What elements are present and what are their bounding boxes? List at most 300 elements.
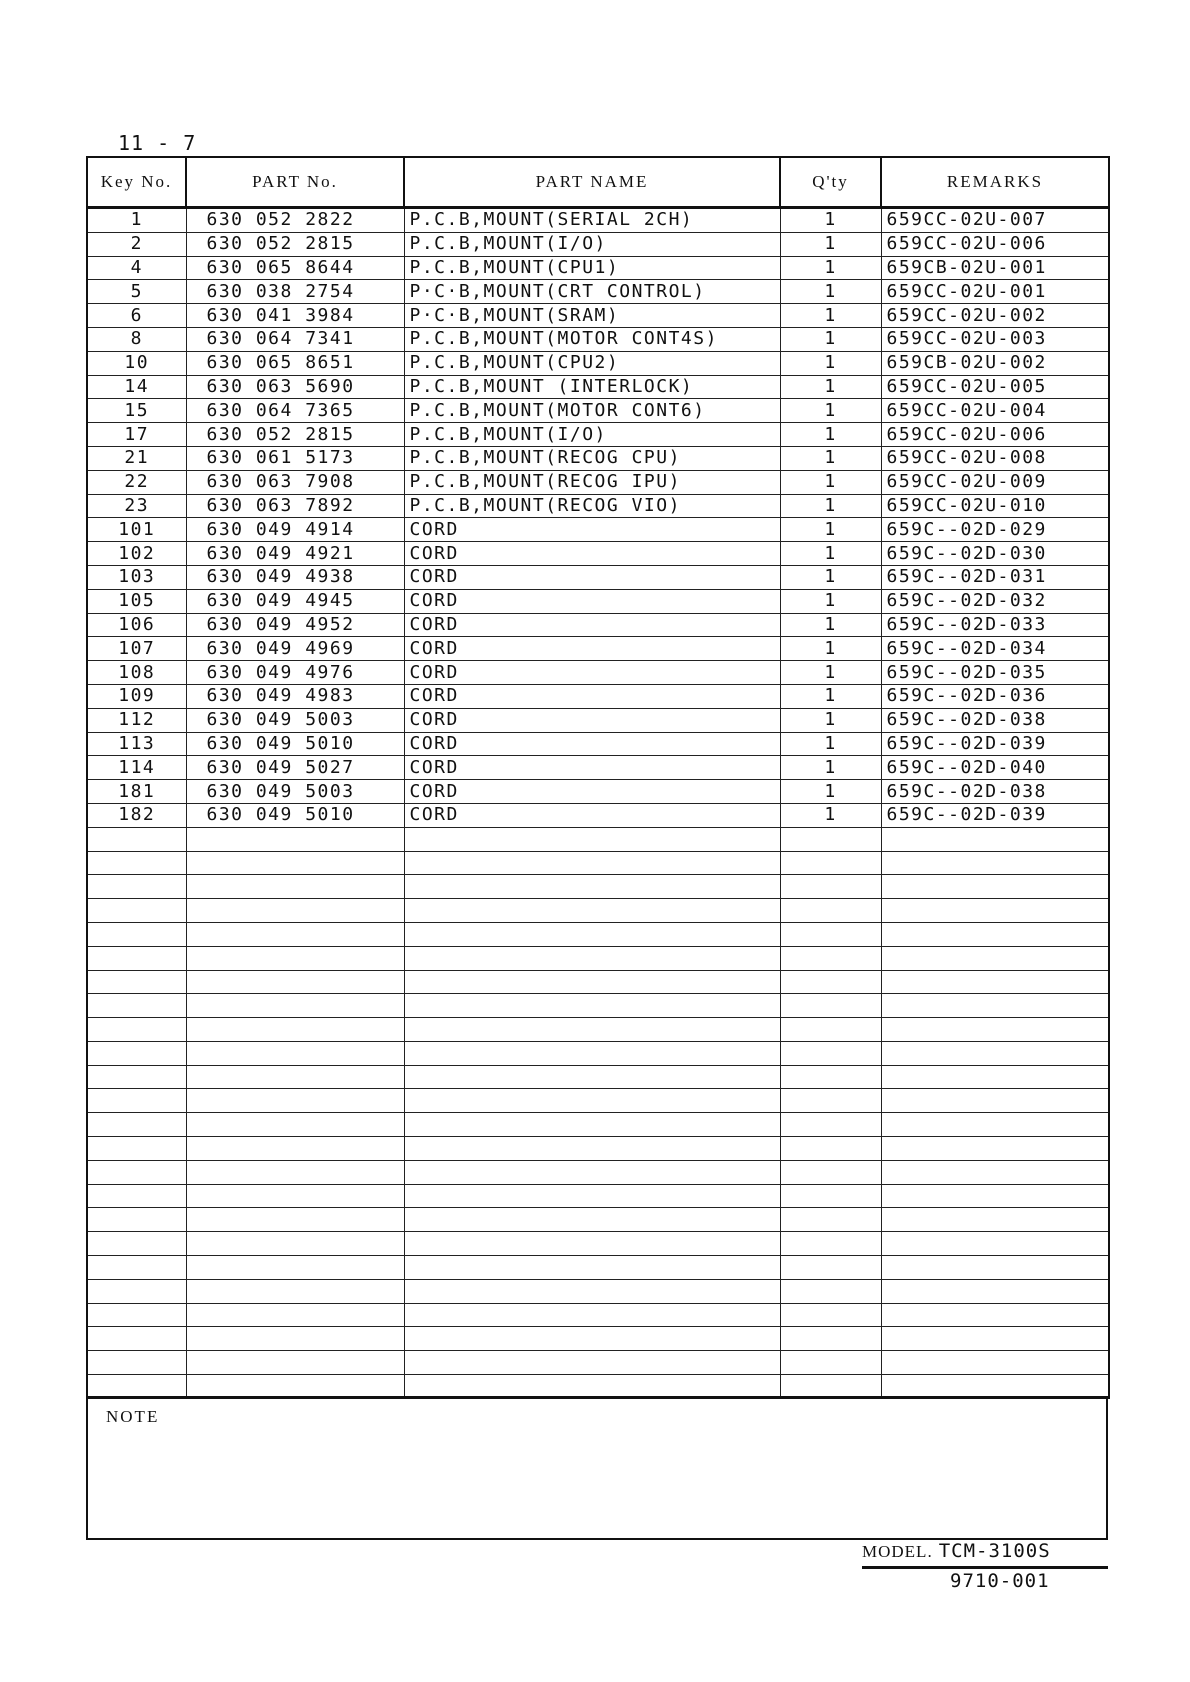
empty-cell — [186, 1208, 404, 1232]
cell-remarks: 659CC-02U-003 — [881, 327, 1109, 351]
table-row — [87, 589, 1109, 613]
empty-cell — [404, 1160, 780, 1184]
cell-key: 103 — [87, 565, 186, 589]
cell-key: 23 — [87, 494, 186, 518]
empty-cell — [87, 1065, 186, 1089]
empty-cell — [404, 899, 780, 923]
cell-part-no: 630 065 8644 — [186, 256, 404, 280]
cell-name: P·C·B,MOUNT(SRAM) — [404, 304, 780, 328]
cell-part-no: 630 064 7341 — [186, 327, 404, 351]
note-box — [86, 1396, 1108, 1540]
cell-name: P·C·B,MOUNT(CRT CONTROL) — [404, 280, 780, 304]
cell-qty: 1 — [780, 446, 881, 470]
header-part-name: PART NAME — [404, 157, 780, 208]
empty-cell — [780, 994, 881, 1018]
cell-remarks: 659CC-02U-007 — [881, 208, 1109, 233]
cell-remarks: 659C--02D-038 — [881, 780, 1109, 804]
cell-qty: 1 — [780, 399, 881, 423]
cell-key: 181 — [87, 780, 186, 804]
empty-cell — [780, 827, 881, 851]
empty-cell — [780, 922, 881, 946]
empty-cell — [186, 1113, 404, 1137]
table-row — [87, 565, 1109, 589]
empty-cell — [780, 946, 881, 970]
empty-cell — [404, 1184, 780, 1208]
cell-remarks: 659C--02D-033 — [881, 613, 1109, 637]
empty-cell — [87, 1351, 186, 1375]
cell-name: P.C.B,MOUNT(RECOG IPU) — [404, 470, 780, 494]
cell-part-no: 630 049 5027 — [186, 756, 404, 780]
cell-qty: 1 — [780, 613, 881, 637]
empty-row — [87, 1089, 1109, 1113]
cell-part-no: 630 049 5010 — [186, 803, 404, 827]
cell-qty: 1 — [780, 470, 881, 494]
table-header-row — [87, 157, 1109, 208]
empty-cell — [186, 1065, 404, 1089]
empty-row — [87, 1351, 1109, 1375]
table-row — [87, 375, 1109, 399]
cell-part-no: 630 063 7908 — [186, 470, 404, 494]
empty-cell — [881, 851, 1109, 875]
empty-cell — [186, 994, 404, 1018]
cell-part-no: 630 049 4969 — [186, 637, 404, 661]
empty-cell — [87, 1232, 186, 1256]
empty-cell — [780, 1018, 881, 1042]
empty-row — [87, 1208, 1109, 1232]
cell-name: CORD — [404, 518, 780, 542]
empty-cell — [87, 899, 186, 923]
empty-cell — [780, 1375, 881, 1399]
empty-row — [87, 970, 1109, 994]
cell-remarks: 659C--02D-029 — [881, 518, 1109, 542]
empty-cell — [87, 994, 186, 1018]
cell-name: P.C.B,MOUNT(MOTOR CONT6) — [404, 399, 780, 423]
empty-row — [87, 1303, 1109, 1327]
cell-remarks: 659C--02D-038 — [881, 708, 1109, 732]
cell-name: P.C.B,MOUNT(I/O) — [404, 232, 780, 256]
cell-qty: 1 — [780, 351, 881, 375]
table-row — [87, 780, 1109, 804]
empty-cell — [404, 1113, 780, 1137]
empty-cell — [87, 1089, 186, 1113]
cell-name: P.C.B,MOUNT(RECOG CPU) — [404, 446, 780, 470]
cell-part-no: 630 049 4976 — [186, 661, 404, 685]
empty-cell — [404, 875, 780, 899]
empty-cell — [780, 1303, 881, 1327]
cell-key: 102 — [87, 542, 186, 566]
cell-remarks: 659CB-02U-002 — [881, 351, 1109, 375]
cell-key: 1 — [87, 208, 186, 233]
cell-qty: 1 — [780, 494, 881, 518]
empty-cell — [404, 1065, 780, 1089]
cell-remarks: 659C--02D-035 — [881, 661, 1109, 685]
cell-remarks: 659C--02D-032 — [881, 589, 1109, 613]
cell-part-no: 630 052 2815 — [186, 232, 404, 256]
empty-cell — [881, 970, 1109, 994]
cell-qty: 1 — [780, 708, 881, 732]
cell-name: P.C.B,MOUNT(I/O) — [404, 423, 780, 447]
empty-cell — [780, 1232, 881, 1256]
cell-remarks: 659C--02D-039 — [881, 803, 1109, 827]
cell-part-no: 630 049 4921 — [186, 542, 404, 566]
empty-cell — [87, 1184, 186, 1208]
empty-row — [87, 827, 1109, 851]
cell-remarks: 659CC-02U-010 — [881, 494, 1109, 518]
empty-cell — [404, 1351, 780, 1375]
cell-name: CORD — [404, 613, 780, 637]
note-label: NOTE — [106, 1407, 160, 1426]
empty-cell — [87, 1256, 186, 1280]
cell-key: 6 — [87, 304, 186, 328]
cell-key: 182 — [87, 803, 186, 827]
cell-part-no: 630 061 5173 — [186, 446, 404, 470]
cell-key: 108 — [87, 661, 186, 685]
cell-remarks: 659C--02D-036 — [881, 684, 1109, 708]
cell-remarks: 659C--02D-039 — [881, 732, 1109, 756]
cell-key: 107 — [87, 637, 186, 661]
table-body — [87, 208, 1109, 1399]
empty-cell — [780, 1208, 881, 1232]
cell-key: 2 — [87, 232, 186, 256]
table-row — [87, 494, 1109, 518]
cell-key: 114 — [87, 756, 186, 780]
table-row — [87, 327, 1109, 351]
cell-qty: 1 — [780, 208, 881, 233]
cell-remarks: 659CC-02U-005 — [881, 375, 1109, 399]
empty-row — [87, 1041, 1109, 1065]
model-label: MODEL. — [862, 1542, 933, 1561]
empty-cell — [780, 1184, 881, 1208]
table-row — [87, 423, 1109, 447]
cell-remarks: 659CC-02U-006 — [881, 232, 1109, 256]
table-row — [87, 208, 1109, 233]
empty-cell — [780, 1113, 881, 1137]
table-row — [87, 280, 1109, 304]
table-row — [87, 518, 1109, 542]
empty-cell — [881, 1303, 1109, 1327]
empty-cell — [881, 1065, 1109, 1089]
empty-cell — [404, 1232, 780, 1256]
cell-qty: 1 — [780, 803, 881, 827]
cell-name: P.C.B,MOUNT(RECOG VIO) — [404, 494, 780, 518]
empty-cell — [881, 1137, 1109, 1161]
cell-name: CORD — [404, 661, 780, 685]
empty-cell — [780, 1327, 881, 1351]
empty-row — [87, 851, 1109, 875]
empty-cell — [404, 1137, 780, 1161]
cell-key: 8 — [87, 327, 186, 351]
table-row — [87, 803, 1109, 827]
empty-cell — [87, 946, 186, 970]
empty-cell — [881, 1113, 1109, 1137]
cell-qty: 1 — [780, 732, 881, 756]
cell-part-no: 630 049 5003 — [186, 708, 404, 732]
empty-row — [87, 1375, 1109, 1399]
empty-cell — [881, 1256, 1109, 1280]
empty-cell — [186, 1303, 404, 1327]
cell-part-no: 630 049 4914 — [186, 518, 404, 542]
cell-part-no: 630 052 2815 — [186, 423, 404, 447]
model-line — [862, 1540, 1108, 1569]
table-row — [87, 399, 1109, 423]
cell-part-no: 630 049 4945 — [186, 589, 404, 613]
cell-name: CORD — [404, 756, 780, 780]
empty-cell — [404, 1018, 780, 1042]
cell-qty: 1 — [780, 565, 881, 589]
cell-key: 101 — [87, 518, 186, 542]
empty-cell — [404, 1208, 780, 1232]
cell-remarks: 659CC-02U-006 — [881, 423, 1109, 447]
cell-name: P.C.B,MOUNT(CPU2) — [404, 351, 780, 375]
cell-name: P.C.B,MOUNT(SERIAL 2CH) — [404, 208, 780, 233]
cell-remarks: 659CC-02U-008 — [881, 446, 1109, 470]
empty-cell — [881, 1232, 1109, 1256]
empty-cell — [87, 1018, 186, 1042]
cell-qty: 1 — [780, 661, 881, 685]
cell-qty: 1 — [780, 423, 881, 447]
empty-cell — [186, 1327, 404, 1351]
cell-name: P.C.B,MOUNT (INTERLOCK) — [404, 375, 780, 399]
cell-name: P.C.B,MOUNT(CPU1) — [404, 256, 780, 280]
cell-part-no: 630 049 4983 — [186, 684, 404, 708]
empty-cell — [87, 1208, 186, 1232]
empty-cell — [186, 875, 404, 899]
empty-cell — [87, 1137, 186, 1161]
empty-cell — [404, 994, 780, 1018]
empty-cell — [881, 1041, 1109, 1065]
empty-row — [87, 875, 1109, 899]
table-row — [87, 637, 1109, 661]
empty-cell — [87, 1303, 186, 1327]
empty-cell — [186, 1375, 404, 1399]
table-row — [87, 684, 1109, 708]
cell-qty: 1 — [780, 684, 881, 708]
parts-table — [86, 156, 1110, 1399]
cell-qty: 1 — [780, 756, 881, 780]
cell-name: CORD — [404, 780, 780, 804]
empty-cell — [87, 922, 186, 946]
cell-qty: 1 — [780, 327, 881, 351]
cell-part-no: 630 052 2822 — [186, 208, 404, 233]
model-value: TCM-3100S — [938, 1540, 1051, 1562]
empty-cell — [87, 1041, 186, 1065]
empty-cell — [186, 1018, 404, 1042]
empty-cell — [87, 827, 186, 851]
empty-cell — [186, 946, 404, 970]
empty-cell — [87, 1375, 186, 1399]
document-code: 9710-001 — [950, 1570, 1050, 1592]
page-number: 11 - 7 — [118, 131, 197, 155]
empty-cell — [881, 1279, 1109, 1303]
empty-cell — [186, 851, 404, 875]
cell-part-no: 630 065 8651 — [186, 351, 404, 375]
cell-part-no: 630 038 2754 — [186, 280, 404, 304]
cell-name: CORD — [404, 637, 780, 661]
cell-qty: 1 — [780, 375, 881, 399]
cell-name: P.C.B,MOUNT(MOTOR CONT4S) — [404, 327, 780, 351]
empty-row — [87, 994, 1109, 1018]
empty-cell — [87, 851, 186, 875]
cell-remarks: 659C--02D-040 — [881, 756, 1109, 780]
empty-cell — [87, 875, 186, 899]
cell-key: 113 — [87, 732, 186, 756]
cell-qty: 1 — [780, 589, 881, 613]
empty-cell — [780, 1089, 881, 1113]
cell-part-no: 630 049 4952 — [186, 613, 404, 637]
empty-row — [87, 1160, 1109, 1184]
empty-row — [87, 922, 1109, 946]
empty-cell — [404, 1327, 780, 1351]
cell-key: 109 — [87, 684, 186, 708]
empty-cell — [881, 875, 1109, 899]
cell-key: 4 — [87, 256, 186, 280]
cell-remarks: 659CC-02U-009 — [881, 470, 1109, 494]
empty-cell — [881, 1351, 1109, 1375]
cell-qty: 1 — [780, 232, 881, 256]
cell-part-no: 630 063 7892 — [186, 494, 404, 518]
cell-part-no: 630 063 5690 — [186, 375, 404, 399]
cell-name: CORD — [404, 803, 780, 827]
empty-cell — [404, 1089, 780, 1113]
header-part-no: PART No. — [186, 157, 404, 208]
table-row — [87, 613, 1109, 637]
empty-cell — [780, 1041, 881, 1065]
empty-cell — [87, 1279, 186, 1303]
cell-part-no: 630 049 5010 — [186, 732, 404, 756]
empty-row — [87, 1279, 1109, 1303]
cell-qty: 1 — [780, 637, 881, 661]
empty-cell — [881, 1018, 1109, 1042]
empty-cell — [186, 1279, 404, 1303]
empty-row — [87, 1256, 1109, 1280]
cell-key: 14 — [87, 375, 186, 399]
empty-cell — [881, 1375, 1109, 1399]
table-row — [87, 304, 1109, 328]
cell-qty: 1 — [780, 280, 881, 304]
empty-cell — [87, 970, 186, 994]
empty-cell — [404, 1375, 780, 1399]
empty-cell — [404, 970, 780, 994]
empty-row — [87, 1113, 1109, 1137]
empty-cell — [881, 946, 1109, 970]
cell-name: CORD — [404, 565, 780, 589]
cell-part-no: 630 049 5003 — [186, 780, 404, 804]
empty-cell — [404, 851, 780, 875]
empty-row — [87, 1232, 1109, 1256]
table-row — [87, 661, 1109, 685]
cell-key: 112 — [87, 708, 186, 732]
empty-cell — [881, 1089, 1109, 1113]
cell-key: 21 — [87, 446, 186, 470]
cell-key: 15 — [87, 399, 186, 423]
empty-cell — [881, 1184, 1109, 1208]
empty-cell — [186, 1232, 404, 1256]
empty-row — [87, 1184, 1109, 1208]
table-row — [87, 232, 1109, 256]
empty-cell — [780, 1351, 881, 1375]
header-qty: Q'ty — [780, 157, 881, 208]
table-row — [87, 756, 1109, 780]
empty-row — [87, 1137, 1109, 1161]
empty-cell — [404, 1279, 780, 1303]
cell-key: 106 — [87, 613, 186, 637]
cell-qty: 1 — [780, 256, 881, 280]
empty-cell — [186, 1089, 404, 1113]
empty-cell — [780, 1160, 881, 1184]
empty-cell — [881, 1327, 1109, 1351]
cell-qty: 1 — [780, 780, 881, 804]
empty-row — [87, 946, 1109, 970]
empty-row — [87, 1327, 1109, 1351]
empty-cell — [881, 994, 1109, 1018]
empty-cell — [780, 1065, 881, 1089]
cell-remarks: 659C--02D-034 — [881, 637, 1109, 661]
empty-cell — [186, 1041, 404, 1065]
empty-cell — [881, 899, 1109, 923]
table-row — [87, 732, 1109, 756]
cell-key: 22 — [87, 470, 186, 494]
empty-cell — [780, 970, 881, 994]
cell-name: CORD — [404, 684, 780, 708]
cell-remarks: 659CC-02U-002 — [881, 304, 1109, 328]
cell-remarks: 659CC-02U-004 — [881, 399, 1109, 423]
empty-cell — [881, 922, 1109, 946]
empty-cell — [404, 1303, 780, 1327]
table-row — [87, 351, 1109, 375]
empty-cell — [404, 946, 780, 970]
cell-part-no: 630 041 3984 — [186, 304, 404, 328]
header-remarks: REMARKS — [881, 157, 1109, 208]
empty-cell — [780, 1279, 881, 1303]
table-row — [87, 542, 1109, 566]
empty-cell — [780, 899, 881, 923]
empty-cell — [186, 1137, 404, 1161]
empty-cell — [404, 922, 780, 946]
empty-cell — [881, 1160, 1109, 1184]
empty-cell — [404, 827, 780, 851]
cell-part-no: 630 049 4938 — [186, 565, 404, 589]
cell-remarks: 659C--02D-030 — [881, 542, 1109, 566]
cell-part-no: 630 064 7365 — [186, 399, 404, 423]
table-row — [87, 256, 1109, 280]
empty-cell — [404, 1041, 780, 1065]
empty-cell — [404, 1256, 780, 1280]
empty-cell — [881, 827, 1109, 851]
empty-cell — [186, 1184, 404, 1208]
header-key-no: Key No. — [87, 157, 186, 208]
table-row — [87, 446, 1109, 470]
empty-cell — [87, 1327, 186, 1351]
cell-remarks: 659CC-02U-001 — [881, 280, 1109, 304]
cell-name: CORD — [404, 542, 780, 566]
table-row — [87, 708, 1109, 732]
empty-row — [87, 1065, 1109, 1089]
empty-cell — [186, 827, 404, 851]
cell-qty: 1 — [780, 542, 881, 566]
empty-cell — [780, 851, 881, 875]
empty-cell — [881, 1208, 1109, 1232]
cell-qty: 1 — [780, 518, 881, 542]
cell-name: CORD — [404, 708, 780, 732]
empty-cell — [780, 1137, 881, 1161]
cell-remarks: 659C--02D-031 — [881, 565, 1109, 589]
empty-cell — [186, 1160, 404, 1184]
cell-key: 17 — [87, 423, 186, 447]
cell-key: 5 — [87, 280, 186, 304]
empty-cell — [780, 875, 881, 899]
empty-cell — [87, 1113, 186, 1137]
cell-key: 105 — [87, 589, 186, 613]
